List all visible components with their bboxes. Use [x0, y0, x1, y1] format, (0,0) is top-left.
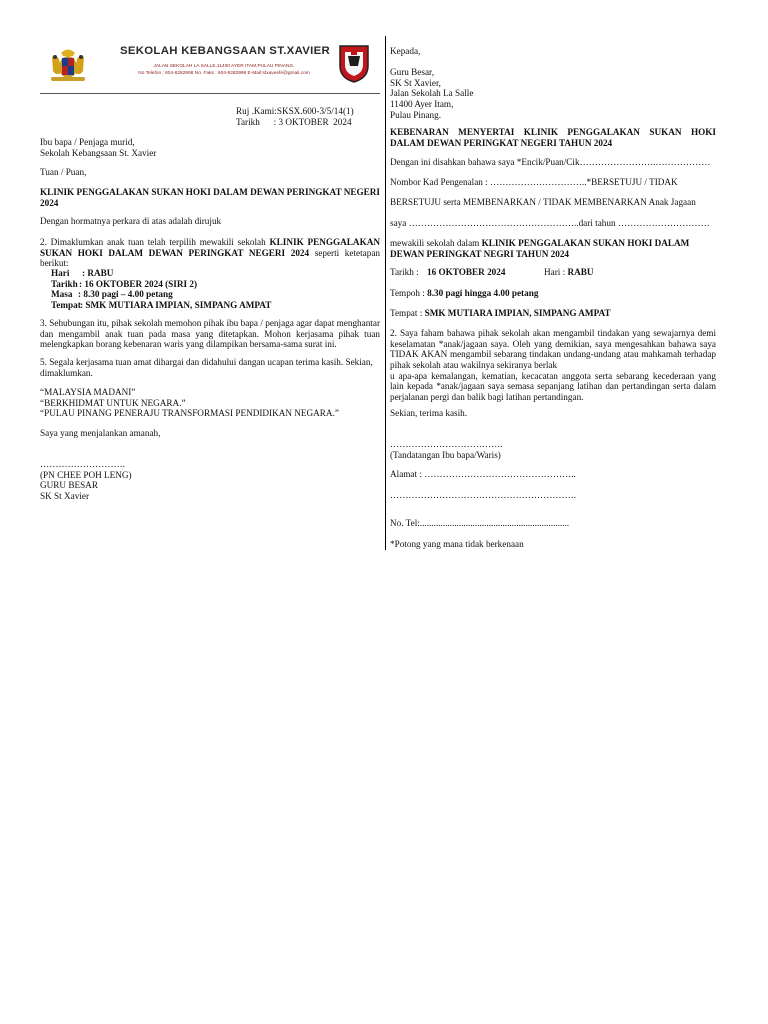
form-event-name: KLINIK PENGGALAKAN SUKAN HOKI DALAM DEWAN PERINGKAT NEGRI TAHUN 2024: [390, 238, 690, 259]
detail-value: : SMK MUTIARA IMPIAN, SIMPANG AMPAT: [80, 300, 272, 311]
signer-school: SK St Xavier: [40, 491, 89, 502]
form-tempat-row: [390, 308, 716, 319]
slogan: “BERKHIDMAT UNTUK NEGARA.”: [40, 397, 186, 408]
form-tempoh-row: [390, 288, 716, 299]
address-line: SK St Xavier,: [390, 77, 441, 88]
address-line: Jalan Sekolah La Salle: [390, 88, 474, 99]
signer-name: (PN CHEE POH LENG): [40, 469, 132, 480]
form-tarikh-label: Tarikh :: [390, 267, 419, 277]
address-line: Guru Besar,: [390, 67, 435, 77]
signer-title: GURU BESAR: [40, 480, 98, 491]
form-tempat-value: SMK MUTIARA IMPIAN, SIMPANG AMPAT: [424, 308, 611, 318]
signature-block: [40, 459, 380, 502]
form-address-block: [390, 67, 716, 120]
reference-date: Tarikh : 3 OKTOBER 2024: [236, 116, 352, 127]
form-line-name: Dengan ini disahkan bahawa saya *Encik/Puan/Cik…………………….………………: [390, 157, 711, 167]
school-name: SEKOLAH KEBANGSAAN ST.XAVIER: [119, 45, 331, 57]
letter-subject: KLINIK PENGGALAKAN SUKAN HOKI DALAM DEWAN PERINGKAT NEGERI 2024: [40, 187, 380, 208]
closing: Saya yang menjalankan amanah,: [40, 428, 161, 438]
paragraph-2: [40, 237, 380, 269]
paragraph-5: 5. Segala kerjasama tuan amat dihargai dan didahului dangan ucapan terima kasih. Sekian, dimaklumkan.: [40, 357, 373, 378]
detail-label: Hari: [51, 268, 70, 278]
letterhead-divider: [40, 93, 380, 94]
school-contact: No Telefon : 604-8282998 No. Faks : 604-8282998 E-Mail:stxaveefe@gmail.com: [138, 71, 310, 76]
form-tempoh-label: Tempoh :: [390, 288, 428, 298]
form-phone: No. Tel:.................................................................: [390, 518, 570, 528]
detail-row-hari: [51, 268, 271, 279]
form-footnote: *Potong yang mana tidak berkenaan: [390, 539, 524, 549]
form-line-consent: BERSETUJU serta MEMBENARKAN / TIDAK MEMBENARKAN Anak Jagaan: [390, 197, 696, 207]
form-paragraph-2a: 2. Saya faham bahawa pihak sekolah akan mengambil tindakan yang sewajarnya demi keselamatan *anak/jagaan saya. Oleh yang demikian, saya mengesahkan bahawa saya TIDAK AKAN mengambil sebarang tindakan undang-undang atau mahkamah terhadap pihak sekolah atau wakilnya sekiranya berlak: [390, 328, 716, 371]
detail-label: Tempat: [51, 300, 81, 311]
form-alamat: Alamat : …………………………………………..: [390, 469, 576, 479]
letter-column: [40, 40, 380, 502]
slogans: [40, 387, 380, 419]
form-paragraph-2b: u apa-apa kemalangan, kematian, kecacatan anggota serta sebarang kecederaan yang lain kepada *anak/jagaan saya semasa sepanjang latihan dan pertandingan serta dalam perjalanan pergi dan balik bagi latihan pertandingan.: [390, 370, 716, 403]
address-line: Pulau Pinang.: [390, 109, 442, 120]
form-tarikh-value: 16 OKTOBER 2024: [427, 267, 506, 277]
recipient-block: [40, 137, 380, 158]
column-divider: [385, 36, 386, 550]
form-line-event: [390, 238, 716, 259]
detail-row-tempat: [51, 300, 271, 311]
form-line-ic: Nombor Kad Pengenalan : …………………………..*BERSETUJU / TIDAK: [390, 177, 678, 187]
event-details: [51, 268, 271, 311]
reference-number: Ruj .Kami:SKSX.600-3/5/14(1): [236, 106, 354, 116]
intro-paragraph: Dengan hormatnya perkara di atas adalah dirujuk: [40, 216, 222, 226]
slogan: “PULAU PINANG PENERAJU TRANSFORMASI PENDIDIKAN NEGARA.”: [40, 408, 339, 419]
detail-value: : RABU: [82, 268, 114, 278]
form-paragraph-2: [390, 328, 716, 403]
form-alamat-line2: …………………………………………………….: [390, 490, 577, 500]
detail-value: : 16 OKTOBER 2024 (SIRI 2): [79, 278, 198, 289]
address-line: 11400 Ayer Itam,: [390, 99, 454, 110]
form-title: KEBENARAN MENYERTAI KLINIK PENGGALAKAN SUKAN HOKI DALAM DEWAN PERINGKAT NEGERI TAHUN 2024: [390, 127, 716, 148]
form-signature: [390, 439, 716, 460]
form-sekian: Sekian, terima kasih.: [390, 408, 468, 418]
letterhead: [40, 40, 380, 90]
form-hari-value: RABU: [567, 267, 594, 277]
detail-value: : 8.30 pagi – 4.00 petang: [78, 289, 173, 300]
detail-row-masa: [51, 289, 271, 300]
form-kepada: Kepada,: [390, 46, 421, 56]
form-signature-label: (Tandatangan Ibu bapa/Waris): [390, 449, 501, 460]
school-badge-logo: [337, 43, 371, 83]
slogan: “MALAYSIA MADANI”: [40, 387, 136, 397]
form-event-prefix: mewakili sekolah dalam: [390, 238, 482, 248]
coat-of-arms-logo: [43, 45, 93, 85]
salutation: Tuan / Puan,: [40, 167, 87, 177]
signature-line: ……………………….: [40, 459, 125, 469]
form-hari-label: Hari :: [544, 267, 566, 277]
form-hari: [544, 267, 594, 278]
form-line-child: saya ………………………………………………..dari tahun …………………………: [390, 218, 710, 228]
paragraph-2-suffix: seperti ketetapan berikut:: [40, 247, 380, 269]
reference-block: [236, 106, 386, 127]
detail-row-tarikh: [51, 279, 271, 290]
form-signature-line: ……………………………….: [390, 439, 503, 449]
recipient-line: Ibu bapa / Penjaga murid,: [40, 137, 135, 147]
paragraph-2-text: 2. Dimaklumkan anak tuan telah terpilih mewakili sekolah: [40, 237, 270, 247]
paragraph-2-event: KLINIK PENGGALAKAN SUKAN HOKI DALAM DEWAN PERINGKAT NEGERI 2024: [40, 237, 380, 258]
detail-label: Masa: [51, 289, 73, 300]
detail-label: Tarikh: [51, 278, 78, 289]
paragraph-3: 3. Sehubungan itu, pihak sekolah memohon pihak ibu bapa / penjaga agar dapat menghantar dan mengambil anak tuan pada masa yang ditetapkan. Mohon kerjasama pihak tuan melengkapkan borang kebenaran waris yang dilampikan bersama-sama surat ini.: [40, 318, 380, 350]
form-tempoh-value: 8.30 pagi hingga 4.00 petang: [427, 288, 539, 298]
form-tempat-label: Tempat :: [390, 308, 425, 318]
form-date-row: [390, 267, 716, 278]
school-address: JALAN SEKOLAH LA SALLE,11400 AYER ITAM,PULAU PINANG.: [153, 64, 295, 69]
recipient-line: Sekolah Kebangsaan St. Xavier: [40, 147, 157, 158]
